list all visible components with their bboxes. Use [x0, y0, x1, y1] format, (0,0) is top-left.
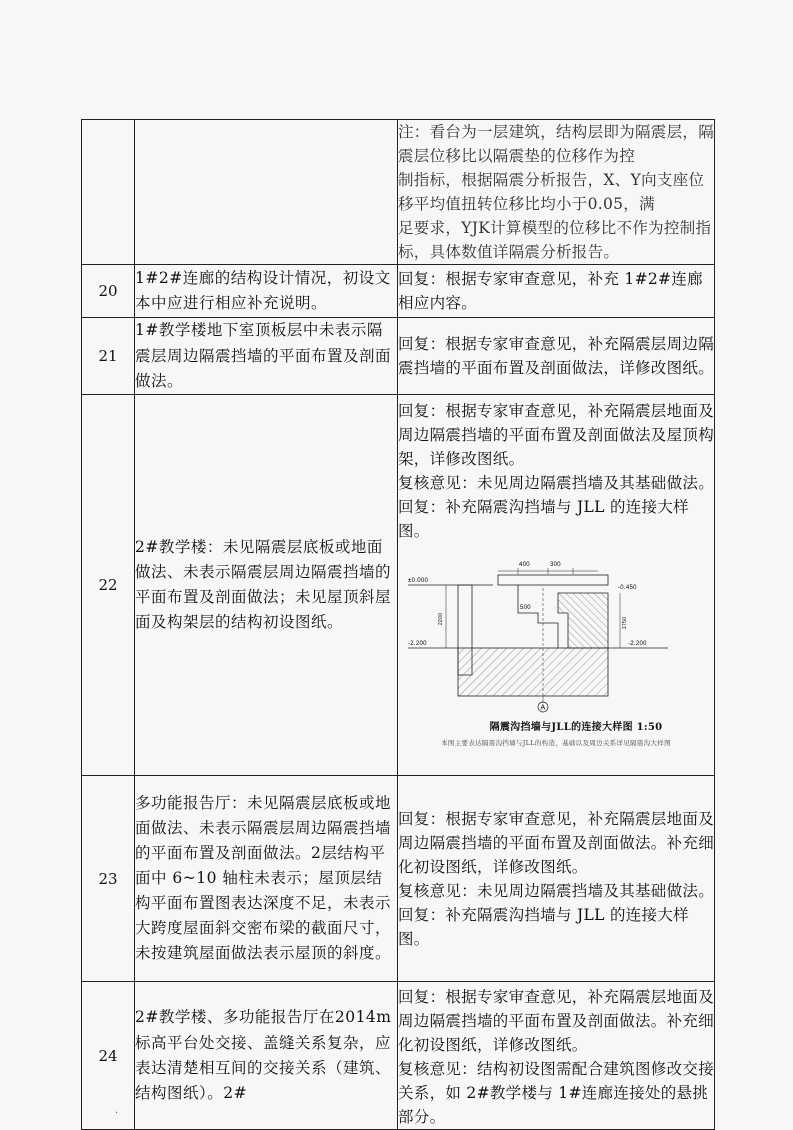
reply-cell [398, 265, 715, 318]
issue-cell: 多功能报告厅：未见隔震层底板或地面做法、未表示隔震层周边隔震挡墙的平面布置及剖面做法。2层结构平面中 6~10 轴柱未表示；屋顶层结构平面布置图表达深度不足，未表示大跨度屋面斜交密布梁的截面尺寸，未按建筑屋面做法表示屋顶的斜度。 [135, 776, 398, 982]
issue-cell: 1#教学楼地下室顶板层中未表示隔震层周边隔震挡墙的平面布置及剖面做法。 [135, 318, 398, 395]
table-row [82, 265, 715, 318]
table-row [82, 776, 715, 982]
reply-cell [398, 120, 715, 265]
note-line: 注：看台为一层建筑，结构层即为隔震层，隔震层位移比以隔震垫的位移作为控 [398, 123, 715, 166]
row-number: 23 [82, 776, 135, 982]
row-number: 21 [82, 318, 135, 395]
issue-cell: 1#2#连廊的结构设计情况，初设文本中应进行相应补充说明。 [135, 265, 398, 318]
reply-text: 回复：补充隔震沟挡墙与 JLL 的连接大样图。 [398, 905, 689, 948]
table-row [82, 395, 715, 776]
dim-label: 300 [550, 562, 561, 569]
dim-label: 2200 [438, 613, 444, 626]
figure-caption: 隔震沟挡墙与JLL的连接大样图 1:50 [489, 722, 663, 734]
review-opinion: 复核意见：未见周边隔震挡墙及其基础做法。 [398, 474, 715, 493]
reply-cell [398, 982, 715, 1130]
detail-drawing [398, 553, 714, 748]
reply-text: 回复：根据专家审查意见，补充 1#2#连廊相应内容。 [398, 270, 703, 313]
row-number: 24 [82, 982, 135, 1130]
issue-cell: 2#教学楼、多功能报告厅在2014m标高平台处交接、盖缝关系复杂，应表达清楚相互间的交接关系（建筑、结构图纸）。2# [135, 982, 398, 1130]
table-row [82, 982, 715, 1130]
review-table [81, 119, 715, 1130]
row-number [82, 120, 135, 265]
dim-label: 400 [519, 562, 530, 569]
reply-cell [398, 318, 715, 395]
note-line: 制指标，根据隔震分析报告，X、Y向支座位移平均值扭转位移比均小于0.05，满 [398, 171, 705, 214]
reply-text: 回复：补充隔震沟挡墙与 JLL 的连接大样图。 [398, 498, 689, 541]
table-row [82, 120, 715, 265]
row-number: 22 [82, 395, 135, 776]
reply-text: 回复：根据专家审查意见，补充隔震层地面及周边隔震挡墙的平面布置及剖面做法。补充细化初设图纸，详修改图纸。 [398, 988, 715, 1055]
scan-mark: . [115, 1105, 119, 1116]
elevation-label: ±0.000 [408, 578, 429, 585]
elevation-label: -2.200 [408, 641, 427, 648]
reply-cell [398, 395, 715, 776]
issue-cell: 2#教学楼：未见隔震层底板或地面做法、未表示隔震层周边隔震挡墙的平面布置及剖面做法；未见屋顶斜屋面及构架层的结构初设图纸。 [135, 395, 398, 776]
wall-detail-svg [398, 553, 698, 713]
review-opinion: 复核意见：结构初设图需配合建筑图修改交接关系，如 2#教学楼与 1#连廊连接处的悬挑部分。 [398, 1060, 715, 1127]
reply-cell [398, 776, 715, 982]
elevation-label: -2.200 [628, 641, 647, 648]
reply-text: 回复：根据专家审查意见，补充隔震层地面及周边隔震挡墙的平面布置及剖面做法及屋顶构架，详修改图纸。 [398, 402, 715, 469]
issue-cell [135, 120, 398, 265]
dim-label: 1750 [622, 617, 628, 630]
reply-text: 回复：根据专家审查意见，补充隔震层周边隔震挡墙的平面布置及剖面做法，详修改图纸。 [398, 335, 715, 378]
dim-label: 500 [520, 605, 531, 612]
elevation-label: -0.450 [618, 585, 637, 592]
figure-note: 本图主要表达隔震沟挡墙与JLL的构造，基础以及周边关系详见隔震沟大样图 [441, 738, 671, 747]
review-opinion: 复核意见：未见周边隔震挡墙及其基础做法。 [398, 881, 715, 900]
reply-text: 回复：根据专家审查意见，补充隔震层地面及周边隔震挡墙的平面布置及剖面做法。补充细化初设图纸，详修改图纸。 [398, 809, 715, 876]
row-number: 20 [82, 265, 135, 318]
axis-label: A [540, 704, 546, 712]
table-row [82, 318, 715, 395]
note-line: 足要求，YJK计算模型的位移比不作为控制指标，具体数值详隔震分析报告。 [398, 219, 712, 262]
